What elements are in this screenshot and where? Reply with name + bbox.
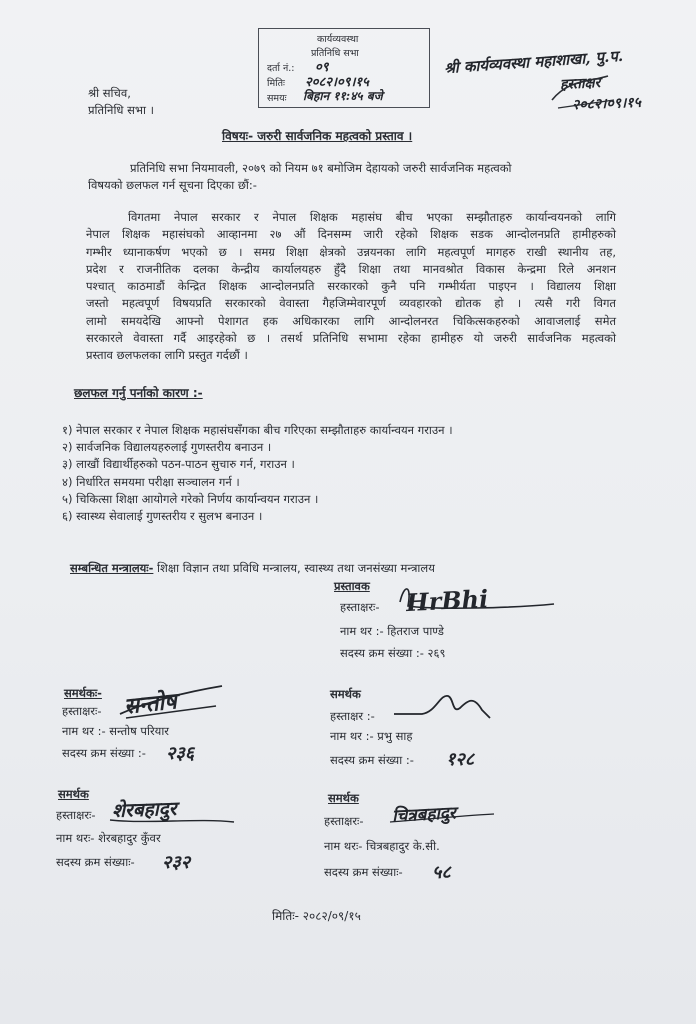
registration-stamp bbox=[258, 28, 430, 108]
proposer-name-label: नाम थर :- bbox=[340, 624, 384, 638]
receipt-note-signature: हस्ताक्षर bbox=[559, 74, 601, 94]
reasons-list bbox=[62, 422, 453, 525]
addressee-line-1: श्री सचिव, bbox=[88, 86, 131, 100]
body-line: लामो समयदेखि आफ्नो पेशागत हक अधिकारका लागि आन्दोलनरत चिकित्सकहरुको आवाजलाई समेत bbox=[86, 313, 616, 328]
supporter-4-member-row bbox=[324, 864, 403, 881]
footer-date: मितिः- २०८२/०९/१५ bbox=[272, 909, 361, 923]
stamp-miti-label: मितिः bbox=[267, 78, 285, 89]
body-paragraph bbox=[86, 209, 616, 365]
reason-item: ३) लाखौं विद्यार्थीहरुको पठन-पाठन सुचारु गर्न, गराउन । bbox=[62, 457, 295, 472]
supporter-3-member-row bbox=[56, 854, 135, 871]
reason-item: २) सार्वजनिक विद्यालयहरुलाई गुणस्तरीय बनाउन । bbox=[62, 440, 272, 455]
reason-item: ६) स्वास्थ्य सेवालाई गुणस्तरीय र सुलभ बनाउन । bbox=[62, 509, 263, 524]
receipt-note-line-1: श्री कार्यव्यवस्था महाशाखा, पु.प. bbox=[443, 46, 624, 78]
ministry-label: सम्बन्धित मन्त्रालयः- bbox=[70, 561, 154, 575]
supporter-4-name-row bbox=[324, 838, 440, 855]
supporter-1-member-no: २३६ bbox=[166, 743, 195, 764]
receipt-note-date: २०८२।०९।१५ bbox=[571, 94, 642, 114]
supporter-1-signature-stroke bbox=[116, 684, 226, 720]
supporter-2-sign-label: हस्ताक्षर :- bbox=[330, 709, 375, 723]
supporter-2-name-label: नाम थर :- bbox=[330, 729, 374, 743]
supporter-2-name-row bbox=[330, 728, 412, 745]
receipt-note-strokes bbox=[548, 70, 618, 110]
reason-item: ४) निर्धारित समयमा परीक्षा सञ्चालन गर्न । bbox=[62, 474, 240, 489]
supporter-4-member-no: ५८ bbox=[432, 862, 451, 883]
supporter-2-title: समर्थक bbox=[330, 687, 361, 701]
proposer-member-row bbox=[340, 645, 445, 662]
addressee-line-2: प्रतिनिधि सभा । bbox=[88, 103, 154, 117]
supporter-1-name-label: नाम थर :- bbox=[62, 724, 106, 738]
supporter-3-member-no: २३२ bbox=[162, 852, 191, 873]
body-line: विगतमा नेपाल सरकार र नेपाल शिक्षक महासंघ बीच भएका सम्झौताहरु कार्यान्वयनको लागि bbox=[128, 210, 616, 224]
supporter-2-member-no: १२८ bbox=[446, 749, 475, 770]
supporter-3-member-label: सदस्य क्रम संख्याः- bbox=[56, 855, 135, 869]
supporter-4-name-label: नाम थरः- bbox=[324, 839, 363, 853]
supporter-4-name: चित्रबहादुर के.सी. bbox=[366, 839, 440, 853]
supporter-1-name-row bbox=[62, 723, 169, 740]
supporter-3-signature: शेरबहादुर bbox=[111, 797, 177, 823]
body-line: नेपाल शिक्षक महासंघको आव्हानमा २७ औं दिनसम्म जारी रहेको शिक्षक सडक आन्दोलनप्रति हामीहरुको bbox=[86, 227, 616, 242]
intro-line-2: विषयको छलफल गर्न सूचना दिएका छौं:- bbox=[88, 178, 257, 192]
supporter-1-member-row bbox=[62, 745, 146, 762]
reason-item: १) नेपाल सरकार र नेपाल शिक्षक महासंघसँगका बीच गरिएका सम्झौताहरु कार्यान्वयन गराउन । bbox=[62, 423, 453, 437]
proposer-name-row bbox=[340, 623, 444, 640]
proposer-member-no: २६९ bbox=[427, 646, 446, 660]
supporter-3-sign-label: हस्ताक्षरः- bbox=[56, 808, 96, 822]
supporter-2-name: प्रभु साह bbox=[377, 729, 413, 743]
supporter-2-signature-stroke bbox=[392, 688, 502, 724]
subject-heading: विषयः- जरुरी सार्वजनिक महत्वको प्रस्ताव । bbox=[222, 129, 413, 143]
proposer-signature: HrBhi bbox=[405, 583, 489, 618]
supporter-3-title: समर्थक bbox=[58, 787, 89, 801]
ministry-row bbox=[70, 560, 435, 577]
body-line: जस्तो महत्वपूर्ण विषयप्रति सरकारको वेवास्ता गैहजिम्मेवारपूर्ण व्यवहारको द्योतक हो । त्यसै गरी विगत bbox=[86, 296, 616, 311]
stamp-line-1: कार्यव्यवस्था bbox=[317, 34, 359, 45]
stamp-darta-value: ०९ bbox=[315, 60, 329, 75]
stamp-line-2: प्रतिनिधि सभा bbox=[311, 48, 359, 59]
proposer-sign-label: हस्ताक्षरः- bbox=[340, 600, 380, 614]
reason-item: ५) चिकित्सा शिक्षा आयोगले गरेको निर्णय कार्यान्वयन गराउन । bbox=[62, 491, 319, 506]
supporter-1-name: सन्तोष परियार bbox=[109, 724, 169, 738]
reasons-heading: छलफल गर्नु पर्नाको कारण :- bbox=[74, 386, 203, 400]
supporter-4-sign-label: हस्ताक्षरः- bbox=[324, 814, 364, 828]
body-line: गम्भीर ध्यानाकर्षण भएको छ । समग्र शिक्षा क्षेत्रको उन्नयनका लागि महत्वपूर्ण मागहरु राखी स्थानीय तह, bbox=[86, 244, 616, 259]
proposer-member-label: सदस्य क्रम संख्या :- bbox=[340, 646, 424, 660]
supporter-3-name-row bbox=[56, 830, 161, 847]
supporter-4-signature: चित्रबहादुर bbox=[391, 803, 457, 827]
body-line: प्रदेश र राजनीतिक दलका केन्द्रीय कार्यालयहरु हुँदै शिक्षा तथा मानवश्रोत विकास केन्द्रमा रिले अनशन bbox=[86, 261, 616, 276]
proposer-name: हितराज पाण्डे bbox=[387, 624, 444, 638]
supporter-1-member-label: सदस्य क्रम संख्या :- bbox=[62, 746, 146, 760]
stamp-samay-value: बिहान ११:४५ बजे bbox=[303, 89, 383, 103]
stamp-miti-value: २०८२।०९।१५ bbox=[305, 75, 369, 90]
body-line: पश्चात् काठमाडौं केन्द्रित शिक्षक आन्दोलनप्रति सरकारको कुनै पनि गम्भीर्यता पाइएन । विद्यालय शिक्षा bbox=[86, 279, 616, 294]
stamp-samay-label: समयः bbox=[267, 93, 287, 104]
supporter-3-name: शेरबहादुर कुँवर bbox=[98, 831, 161, 845]
stamp-darta-label: दर्ता नं.: bbox=[267, 63, 295, 74]
proposer-signature-stroke bbox=[394, 580, 564, 616]
ministry-value: शिक्षा विज्ञान तथा प्रविधि मन्त्रालय, स्वास्थ्य तथा जनसंख्या मन्त्रालय bbox=[157, 561, 435, 575]
body-line: प्रस्ताव छलफलका लागि प्रस्तुत गर्दछौं । bbox=[86, 348, 248, 363]
supporter-3-signature-stroke bbox=[108, 814, 238, 828]
supporter-4-member-label: सदस्य क्रम संख्याः- bbox=[324, 865, 403, 879]
supporter-4-signature-stroke bbox=[388, 812, 498, 828]
supporter-2-member-label: सदस्य क्रम संख्या :- bbox=[330, 753, 414, 767]
supporter-1-title: समर्थकः- bbox=[64, 686, 102, 700]
proposer-title: प्रस्तावक bbox=[334, 579, 370, 593]
supporter-2-member-row bbox=[330, 752, 414, 769]
body-line: सरकारले वेवास्ता गर्दै आइरहेको छ । तसर्थ प्रतिनिधि सभामा रहेका हामीहरु यो जरुरी सार्वजनिक महत्वको bbox=[86, 331, 616, 346]
supporter-3-name-label: नाम थरः- bbox=[56, 831, 95, 845]
supporter-4-title: समर्थक bbox=[328, 791, 359, 805]
intro-line-1: प्रतिनिधि सभा नियमावली, २०७९ को नियम ७१ बमोजिम देहायको जरुरी सार्वजनिक महत्वको bbox=[130, 161, 512, 175]
supporter-1-signature: सन्तोष bbox=[122, 688, 178, 720]
supporter-1-sign-label: हस्ताक्षरः- bbox=[62, 704, 102, 718]
